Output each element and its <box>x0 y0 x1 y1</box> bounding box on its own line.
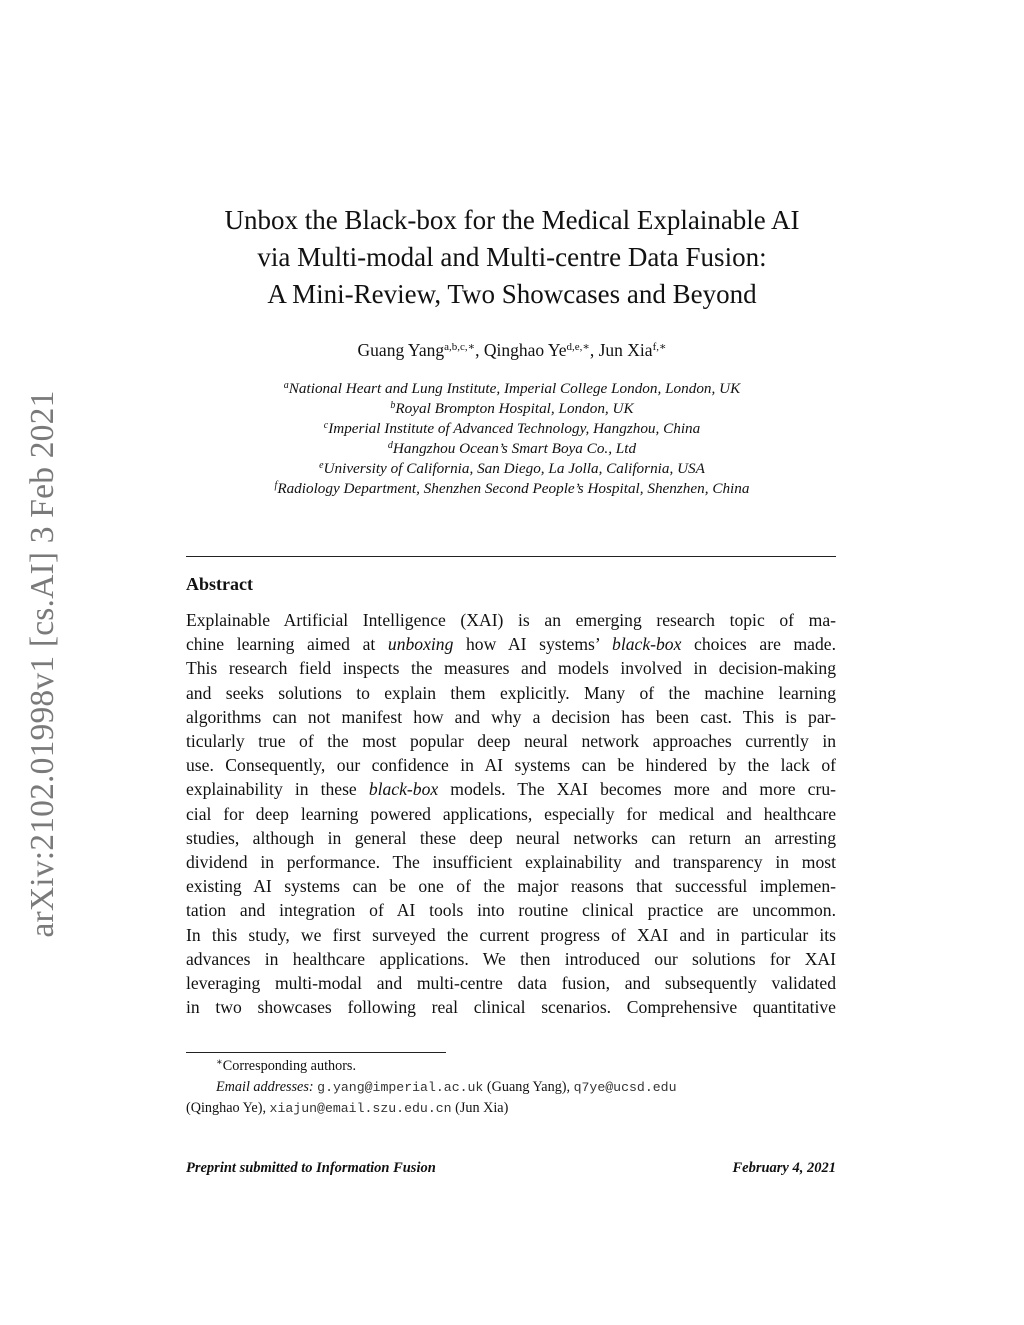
corresponding-text: Corresponding authors. <box>222 1058 356 1074</box>
affiliation-mark: d <box>387 440 393 451</box>
abstract-text: chine learning aimed at <box>186 634 388 655</box>
abstract-line: existing AI systems can be one of the major reasons that successful implemen- <box>186 876 836 897</box>
header-divider <box>186 556 836 557</box>
abstract-text: how AI systems’ <box>453 634 613 655</box>
title-line: Unbox the Black-box for the Medical Explainable AI <box>224 205 800 235</box>
abstract-text: explainability in these <box>186 779 369 800</box>
abstract-line: This research field inspects the measures and models involved in decision-making <box>186 658 836 679</box>
author-affiliation-marks: f,∗ <box>652 341 667 353</box>
abstract-line <box>186 632 836 656</box>
email-label: Email addresses: <box>216 1079 314 1095</box>
affiliation-text: Royal Brompton Hospital, London, UK <box>395 400 634 417</box>
email-link[interactable]: xiajun@email.szu.edu.cn <box>269 1101 452 1116</box>
affiliation-mark: a <box>283 380 289 391</box>
email-owner: (Jun Xia) <box>455 1100 509 1116</box>
abstract-line: Explainable Artificial Intelligence (XAI) is an emerging research topic of ma- <box>186 610 836 630</box>
affiliation <box>0 419 1024 439</box>
affiliation-mark: f <box>274 480 278 491</box>
abstract-line: studies, although in general these deep neural networks can return an arresting <box>186 827 836 848</box>
affiliation-text: Imperial Institute of Advanced Technology, Hangzhou, China <box>328 420 701 437</box>
email-owner: (Qinghao Ye), <box>186 1100 266 1116</box>
footnote <box>186 1056 836 1119</box>
email-link[interactable]: g.yang@imperial.ac.uk <box>317 1080 484 1095</box>
affiliation <box>0 459 1024 479</box>
author-list: Guang Yang$^{a,b,c,∗}$, Qinghao $Ye^{d,e,∗}$, Jun Xia$^{f,∗}$ <box>357 340 667 360</box>
abstract-text: choices are made. <box>681 634 836 655</box>
abstract-line: and seeks solutions to explain them explicitly. Many of the machine learning <box>186 682 836 703</box>
affiliation <box>0 479 1024 499</box>
arxiv-identifier-stamp: arXiv:2102.01998v1 [cs.AI] 3 Feb 2021 <box>24 390 61 938</box>
email-link[interactable]: q7ye@ucsd.edu <box>573 1080 677 1095</box>
abstract-emphasis: unboxing <box>387 634 454 655</box>
affiliation-text: Radiology Department, Shenzhen Second People’s Hospital, Shenzhen, China <box>277 480 750 497</box>
abstract-line: cial for deep learning powered applications, especially for medical and healthcare <box>186 803 836 824</box>
abstract-heading: Abstract <box>186 574 253 594</box>
footnote-star: ∗ <box>216 1057 223 1068</box>
affiliation-mark: c <box>323 420 329 431</box>
affiliation <box>0 439 1024 459</box>
abstract-line <box>186 777 836 801</box>
corresponding-note <box>186 1056 836 1077</box>
affiliation <box>0 379 1024 399</box>
affiliation-mark: b <box>390 400 396 411</box>
author-affiliation-marks: d,e,∗ <box>566 341 590 353</box>
abstract-line: dividend in performance. The insufficient explainability and transparency in most <box>186 852 836 873</box>
email-owner: (Guang Yang), <box>486 1079 571 1095</box>
abstract-emphasis: black-box <box>368 779 439 800</box>
email-line <box>186 1077 836 1098</box>
email-line <box>186 1098 836 1119</box>
abstract-line: in two showcases following real clinical scenarios. Comprehensive quantitative <box>186 997 836 1018</box>
abstract-emphasis: black-box <box>612 634 682 655</box>
abstract-line: advances in healthcare applications. We then introduced our solutions for XAI <box>186 948 836 969</box>
author-name: Guang Yang <box>357 340 445 360</box>
affiliation-mark: e <box>319 460 324 471</box>
abstract-text: models. The XAI becomes more and more cru- <box>438 779 836 800</box>
footer-preprint-note: Preprint submitted to Information Fusion <box>186 1160 436 1176</box>
affiliation-text: University of California, San Diego, La Jolla, California, USA <box>323 460 705 477</box>
abstract-line: tation and integration of AI tools into routine clinical practice are uncommon. <box>186 900 836 921</box>
author-affiliation-marks: a,b,c,∗ <box>444 341 476 353</box>
abstract-body <box>186 608 836 1019</box>
footnote-divider <box>186 1052 446 1053</box>
abstract-line: algorithms can not manifest how and why a decision has been cast. This is par- <box>186 706 836 727</box>
author-name: Jun Xia <box>598 340 653 360</box>
abstract-line: ticularly true of the most popular deep neural network approaches currently in <box>186 731 836 752</box>
paper-title <box>0 202 1024 313</box>
affiliation-list <box>0 379 1024 499</box>
footer-date: February 4, 2021 <box>732 1160 836 1176</box>
affiliation-text: National Heart and Lung Institute, Imperial College London, London, UK <box>288 380 741 397</box>
title-line: A Mini-Review, Two Showcases and Beyond <box>267 279 757 309</box>
author-name: Qinghao Ye <box>483 340 567 360</box>
title-line: via Multi-modal and Multi-centre Data Fusion: <box>257 242 767 272</box>
affiliation-text: Hangzhou Ocean’s Smart Boya Co., Ltd <box>392 440 637 457</box>
affiliation <box>0 399 1024 419</box>
abstract-line: In this study, we first surveyed the current progress of XAI and in particular its <box>186 924 836 945</box>
abstract-line: leveraging multi-modal and multi-centre data fusion, and subsequently validated <box>186 973 836 994</box>
abstract-line: use. Consequently, our confidence in AI systems can be hindered by the lack of <box>186 755 836 776</box>
